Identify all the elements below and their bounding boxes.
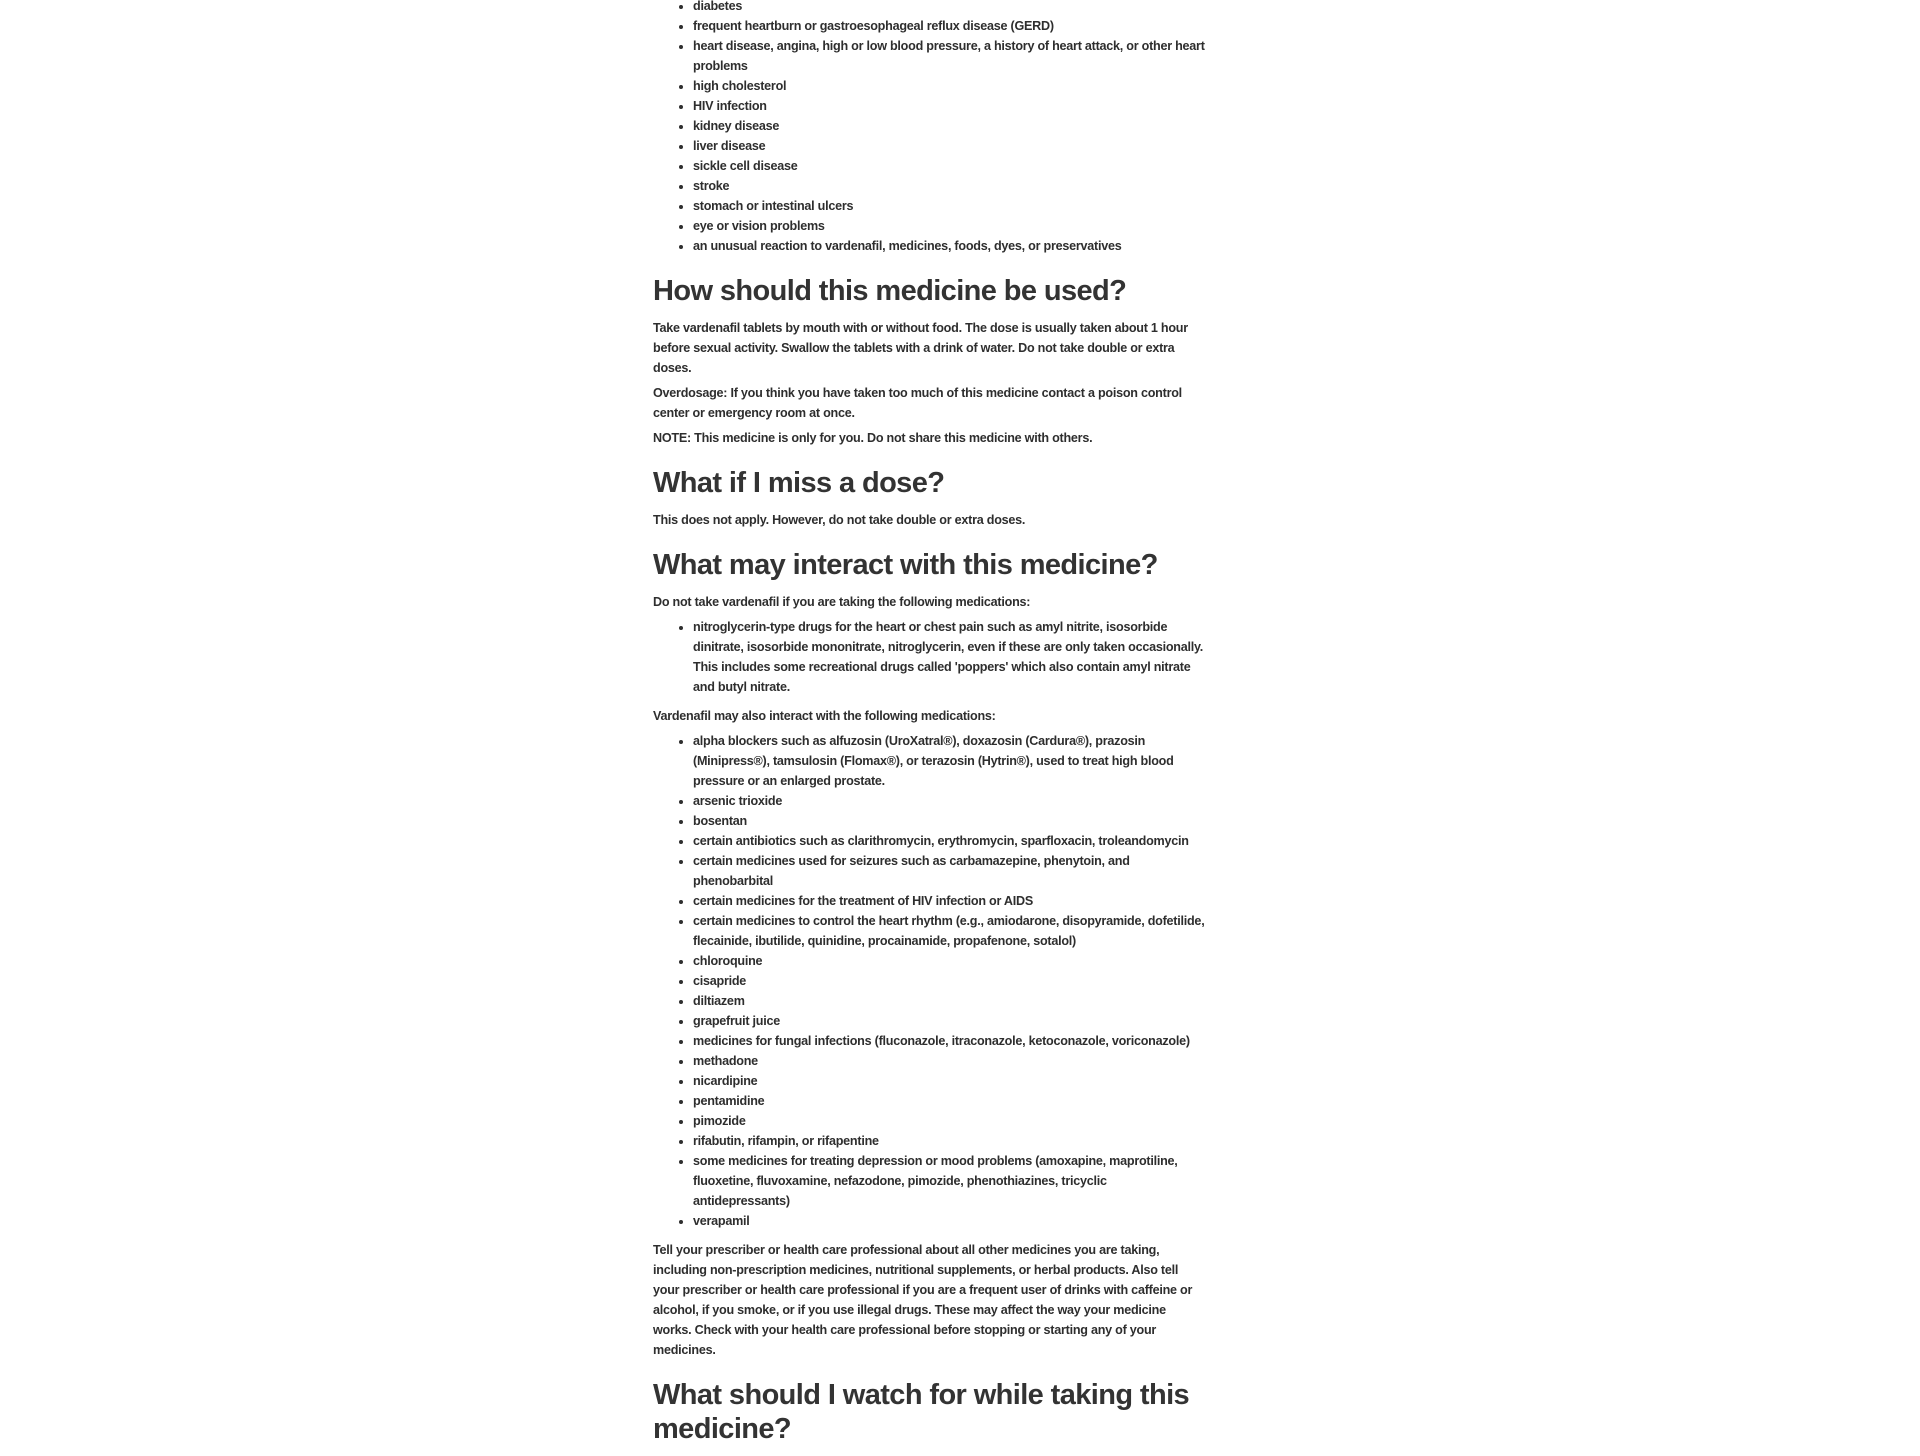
list-item: • alpha blockers such as alfuzosin (UroXatral®), doxazosin (Cardura®), prazosin (Minipress®), tamsulosin (Flomax®), or terazosin (Hytrin®), used to treat high blood pressure or an enlarged prostate. — [693, 731, 1205, 791]
list-item: • stomach or intestinal ulcers — [693, 196, 1205, 216]
list-item: • bosentan — [693, 811, 1205, 831]
contraindicated-list — [653, 617, 1205, 697]
paragraph: Vardenafil may also interact with the following medications: — [653, 709, 996, 723]
list-item: • eye or vision problems — [693, 216, 1205, 236]
list-item: • certain medicines for the treatment of HIV infection or AIDS — [693, 891, 1205, 911]
section-heading-missed-dose: What if I miss a dose? — [653, 467, 945, 499]
article-content — [653, 0, 1205, 1456]
list-item: • stroke — [693, 176, 1205, 196]
section-heading-use: How should this medicine be used? — [653, 275, 1127, 307]
paragraph: Tell your prescriber or health care professional about all other medicines you are taking, including non-prescription medicines, nutritional supplements, or herbal products. Also tell your prescriber or health care professional if you are a frequent user of drinks with caffeine or alcohol, if you smoke, or if you use illegal drugs. These may affect the way your medicine works. Check with your health care professional before stopping or starting any of your medicines. — [653, 1243, 1193, 1357]
list-item: • grapefruit juice — [693, 1011, 1205, 1031]
list-item: • kidney disease — [693, 116, 1205, 136]
list-item: • medicines for fungal infections (fluconazole, itraconazole, ketoconazole, voriconazole) — [693, 1031, 1205, 1051]
list-item: • rifabutin, rifampin, or rifapentine — [693, 1131, 1205, 1151]
interactions-list — [653, 731, 1205, 1231]
conditions-list — [653, 0, 1205, 256]
list-item: • cisapride — [693, 971, 1205, 991]
paragraph: This does not apply. However, do not take double or extra doses. — [653, 513, 1026, 527]
list-item: • sickle cell disease — [693, 156, 1205, 176]
note-paragraph: NOTE: This medicine is only for you. Do not share this medicine with others. — [653, 431, 1093, 445]
list-item: • verapamil — [693, 1211, 1205, 1231]
list-item: • high cholesterol — [693, 76, 1205, 96]
list-item: • nitroglycerin-type drugs for the heart or chest pain such as amyl nitrite, isosorbide dinitrate, isosorbide mononitrate, nitroglycerin, even if these are only taken occasionally. This includes some recreational drugs called 'poppers' which also contain amyl nitrate and butyl nitrate. — [693, 617, 1205, 697]
list-item: • chloroquine — [693, 951, 1205, 971]
list-item: • some medicines for treating depression or mood problems (amoxapine, maprotiline, fluoxetine, fluvoxamine, nefazodone, pimozide, phenothiazines, tricyclic antidepressants) — [693, 1151, 1205, 1211]
section-heading-watch: What should I watch for while taking this medicine? — [653, 1379, 1190, 1445]
list-item: • HIV infection — [693, 96, 1205, 116]
list-item: • heart disease, angina, high or low blood pressure, a history of heart attack, or other heart problems — [693, 36, 1205, 76]
list-item: • diabetes — [693, 0, 1205, 16]
list-item: • an unusual reaction to vardenafil, medicines, foods, dyes, or preservatives — [693, 236, 1205, 256]
list-item: • methadone — [693, 1051, 1205, 1071]
list-item: • nicardipine — [693, 1071, 1205, 1091]
list-item: • pimozide — [693, 1111, 1205, 1131]
list-item: • arsenic trioxide — [693, 791, 1205, 811]
list-item: • frequent heartburn or gastroesophageal reflux disease (GERD) — [693, 16, 1205, 36]
list-item: • liver disease — [693, 136, 1205, 156]
list-item: • certain medicines to control the heart rhythm (e.g., amiodarone, disopyramide, dofetilide, flecainide, ibutilide, quinidine, procainamide, propafenone, sotalol) — [693, 911, 1205, 951]
paragraph: Take vardenafil tablets by mouth with or without food. The dose is usually taken about 1 hour before sexual activity. Swallow the tablets with a drink of water. Do not take double or extra doses. — [653, 321, 1188, 375]
list-item: • certain medicines used for seizures such as carbamazepine, phenytoin, and phenobarbital — [693, 851, 1205, 891]
list-item: • pentamidine — [693, 1091, 1205, 1111]
section-heading-interactions: What may interact with this medicine? — [653, 549, 1158, 581]
paragraph: Do not take vardenafil if you are taking the following medications: — [653, 595, 1031, 609]
list-item: • diltiazem — [693, 991, 1205, 1011]
list-item: • certain antibiotics such as clarithromycin, erythromycin, sparfloxacin, troleandomycin — [693, 831, 1205, 851]
overdosage-paragraph: Overdosage: If you think you have taken too much of this medicine contact a poison control center or emergency room at once. — [653, 386, 1182, 420]
